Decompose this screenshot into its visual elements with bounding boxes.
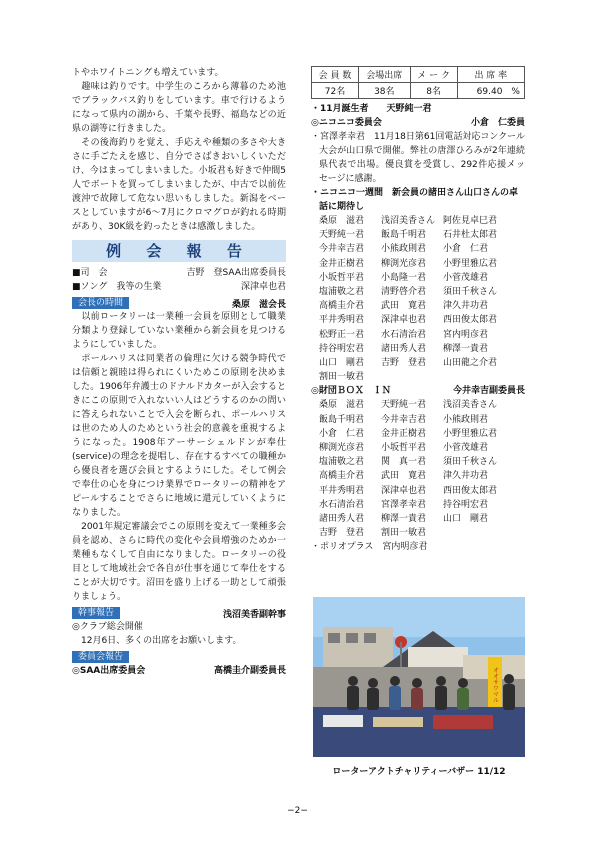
box-name-entry: 津久井功君 [443, 471, 489, 482]
week-name-entry: 小坂哲平君 [319, 272, 365, 283]
committee-line-label: ◎SAA出席委員会 [72, 666, 146, 676]
week-name-entry: 小島隆一君 [381, 272, 427, 283]
week-name-row [311, 313, 525, 327]
week-name-entry: 石井杜太郎君 [443, 230, 498, 241]
week-name-entry: 諸田秀人君 [381, 343, 427, 354]
intro-paragraph-1: トやホワイトニングも増えています。 [72, 68, 224, 78]
box-names-list [311, 398, 525, 540]
attendance-header-rate: 出 席 率 [457, 67, 524, 83]
box-name-row [311, 484, 525, 498]
nikoniko-heading-speaker: 小倉 仁委員 [470, 118, 525, 128]
box-name-row [311, 427, 525, 441]
week-name-row [311, 271, 525, 285]
week-name-row [311, 356, 525, 370]
week-name-entry: 小野里雅広君 [443, 258, 498, 269]
box-name-entry: 持谷明宏君 [443, 499, 489, 510]
attendance-value-members: 72名 [312, 83, 359, 99]
attendance-value-rate: 69.40 % [457, 83, 524, 99]
week-name-entry: 小熊政則君 [381, 244, 427, 255]
week-name-row [311, 285, 525, 299]
week-name-entry: 山田龍之介君 [443, 358, 498, 369]
president-time-speaker: 桑原 滋会長 [231, 299, 286, 310]
box-name-entry: 西田俊太郎君 [443, 485, 498, 496]
attendance-header-members: 会 員 数 [312, 67, 359, 83]
box-heading-label: ◎財団ＢＯＸ ＩＮ [311, 386, 391, 397]
president-paragraph-2: ポールハリスは同業者の倫理に欠ける競争時代では信頼と親睦は得られにくいためこの原則を決めました。1906年弁護士のドナルドカターが入会するときにこの原則で入れないい人はどうするのかの問いに答えられないことで入会を断られ、ポールハリスは世のため人のためという社会的意義を重視するようになった。1908年アーサーシェルドンが奉仕(service)の理念を提唱し、存在するすべての職種から優良者を選び会員とするようにした。そして例会で奉仕の心を身につけ業界でロータリーの精神をアピールすることでさらに地域に還元していくようになりました。 [72, 354, 286, 518]
week-name-entry: 高橋圭介君 [319, 301, 365, 312]
bazaar-photo-illustration [313, 597, 525, 757]
week-name-entry: 飯島千明君 [381, 230, 427, 241]
committee-report-header [72, 650, 286, 664]
secretary-report-label: 幹事報告 [72, 607, 120, 619]
week-name-entry: 浅沼美香さん [381, 216, 436, 226]
birthday-line: ・11月誕生者 天野純一君 [311, 104, 432, 114]
president-paragraph-1: 以前ロータリーは一業種一会員を原則として職業分類より登録していない業種から新会員を見つけるようにしていました。 [72, 312, 286, 350]
week-name-entry: 宮内明彦君 [443, 329, 489, 340]
week-name-entry: 柳澤一貴君 [443, 343, 489, 354]
intro-paragraph-3: その後海釣りを覚え、手応えや種類の多さや大きさに手ごたえを感じ、自分でさばきおいしくいただけ、今はまってしまいました。小坂君も好きで仲間5人でボートを買ってしまいましたが、中古で以前佐渡沖で故障して危ない思いもしました。新潟をベースとしていますが6〜7月にクロマグロが釣れる時期があり、30K級を釣ったときは感激しました。 [72, 138, 286, 232]
photo-sign-text: オオサワマル [491, 667, 499, 703]
box-name-entry: 須田千秋さん [443, 457, 498, 468]
attendance-table [311, 66, 525, 99]
box-name-entry: 武田 寛君 [381, 471, 427, 482]
photo-caption: ローターアクトチャリティーバザー 11/12 [332, 767, 506, 777]
secretary-report-header [72, 606, 286, 620]
president-time-header [72, 296, 286, 310]
attendance-value-makeup: 8名 [410, 83, 457, 99]
week-name-entry: 水石清治君 [381, 329, 427, 340]
box-name-row [311, 512, 525, 526]
left-column [72, 66, 286, 678]
week-name-entry: 小倉 仁君 [443, 244, 489, 255]
attendance-value-venue: 38名 [359, 83, 411, 99]
week-name-entry: 小菅茂雄君 [443, 272, 489, 283]
week-name-entry: 持谷明宏君 [319, 343, 365, 354]
attendance-header-venue: 会場出席 [359, 67, 411, 83]
box-name-entry: 水石清治君 [319, 499, 365, 510]
nikoniko-heading [311, 116, 525, 130]
committee-report-label: 委員会報告 [72, 651, 129, 663]
bazaar-photo [313, 597, 525, 757]
week-name-entry: 西田俊太郎君 [443, 315, 498, 326]
box-name-row [311, 498, 525, 512]
week-name-entry: 阿佐見卓巳君 [443, 216, 498, 226]
box-name-row [311, 455, 525, 469]
attendance-header-row [312, 67, 525, 83]
week-name-entry: 今井幸吉君 [319, 244, 365, 255]
box-name-row [311, 441, 525, 455]
box-name-entry: 関 真一君 [381, 457, 427, 468]
meeting-line-label: ■司 会 [72, 268, 108, 278]
committee-line [72, 664, 286, 678]
secretary-report-speaker: 浅沼美香副幹事 [222, 609, 286, 620]
box-name-entry: 小熊政則君 [443, 414, 489, 425]
box-name-entry: 平井秀明君 [319, 485, 365, 496]
week-name-entry: 割田一敏君 [319, 372, 365, 383]
box-name-entry: 深津卓也君 [381, 485, 427, 496]
week-name-entry: 山口 剛君 [319, 358, 365, 369]
week-name-row [311, 242, 525, 256]
box-name-entry: 桑原 滋君 [319, 400, 365, 411]
box-name-row [311, 469, 525, 483]
meeting-line-value: 深津卓也君 [240, 282, 286, 292]
box-name-entry: 山口 剛君 [443, 514, 489, 525]
section-title-meeting-report: 例 会 報 告 [72, 240, 286, 262]
week-heading: ・ニコニコ一週間 新会員の諸田さん山口さんの卓話に期待し [311, 188, 519, 212]
box-name-entry: 小坂哲平君 [381, 443, 427, 454]
secretary-line-2: 12月6日、多くの出席をお願いします。 [72, 636, 242, 646]
page-number: −2− [287, 806, 308, 816]
right-column [311, 66, 525, 554]
attendance-header-makeup: メ ー ク [410, 67, 457, 83]
box-name-entry: 浅沼美香さん [443, 400, 498, 411]
box-name-entry: 割田一敏君 [381, 528, 427, 539]
box-name-entry: 飯島千明君 [319, 414, 365, 425]
box-name-entry: 小野里雅広君 [443, 428, 498, 439]
box-heading [311, 384, 525, 398]
intro-paragraph-2: 趣味は釣りです。中学生のころから薄暮のため池でブラックバス釣りをしています。車で行けるようになって県内の湖から、千葉や長野、福島などの近県の湖等に行きました。 [72, 82, 286, 134]
week-name-entry: 柳渕光彦君 [381, 258, 427, 269]
week-name-row [311, 228, 525, 242]
week-name-entry: 吉野 登君 [381, 358, 427, 369]
week-names-list [311, 214, 525, 384]
president-time-label: 会長の時間 [72, 297, 129, 309]
box-name-entry: 宮澤孝幸君 [381, 499, 427, 510]
week-name-entry: 桑原 滋君 [319, 216, 365, 226]
week-name-row [311, 257, 525, 271]
meeting-line-chair [72, 266, 286, 280]
box-name-entry: 柳澤一貴君 [381, 514, 427, 525]
attendance-value-row [312, 83, 525, 99]
box-name-entry: 小倉 仁君 [319, 428, 365, 439]
box-name-entry: 塩浦敬之君 [319, 457, 365, 468]
week-name-entry: 塩浦敬之君 [319, 287, 365, 298]
week-name-row [311, 299, 525, 313]
week-name-entry: 深津卓也君 [381, 315, 427, 326]
meeting-line-song [72, 280, 286, 294]
week-name-row [311, 342, 525, 356]
box-name-entry: 今井幸吉君 [381, 414, 427, 425]
box-name-entry: 高橋圭介君 [319, 471, 365, 482]
week-name-entry: 武田 寛君 [381, 301, 427, 312]
week-name-row [311, 370, 525, 384]
box-name-entry: 金井正樹君 [381, 428, 427, 439]
box-name-entry: 諸田秀人君 [319, 514, 365, 525]
week-name-entry: 清野啓介君 [381, 287, 427, 298]
week-name-entry: 天野純一君 [319, 230, 365, 241]
box-name-entry: 柳渕光彦君 [319, 443, 365, 454]
nikoniko-heading-label: ◎ニコニコ委員会 [311, 118, 382, 128]
week-name-row [311, 328, 525, 342]
week-name-entry: 平井秀明君 [319, 315, 365, 326]
week-name-entry: 須田千秋さん [443, 287, 498, 298]
nikoniko-paragraph: ・宮澤孝幸君 11月18日第61回電話対応コンクール大会が山口県で開催。弊社の唐澤ひろみが2年連続県代表で出場。優良賞を受賞し、292件応援メッセージに感謝。 [311, 132, 525, 184]
committee-line-speaker: 高橋圭介副委員長 [213, 666, 286, 676]
meeting-line-value: 吉野 登SAA出席委員長 [186, 268, 286, 278]
box-name-row [311, 526, 525, 540]
meeting-line-label: ■ソング 我等の生業 [72, 282, 162, 292]
box-name-row [311, 413, 525, 427]
secretary-line-1: ◎クラブ総会開催 [72, 622, 143, 632]
week-name-row [311, 214, 525, 228]
week-name-entry: 津久井功君 [443, 301, 489, 312]
polioplus-line: ・ポリオプラス 宮内明彦君 [311, 542, 428, 553]
week-name-entry: 金井正樹君 [319, 258, 365, 269]
week-name-entry: 松野正一君 [319, 329, 365, 340]
box-name-row [311, 398, 525, 412]
box-name-entry: 吉野 登君 [319, 528, 365, 539]
box-name-entry: 天野純一君 [381, 400, 427, 411]
president-paragraph-3: 2001年規定審議会でこの原則を変えて一業種多会員を認め、さらに時代の変化や会員増強のためか一業種もなくして自由になりました。ロータリーの役目として地域社会で各自が仕事を通じて奉仕をすることが大切です。沼田を盛り上げる一助として頑張りましょう。 [72, 522, 286, 602]
box-heading-speaker: 今井幸吉副委員長 [452, 386, 525, 397]
box-name-entry: 小菅茂雄君 [443, 443, 489, 454]
